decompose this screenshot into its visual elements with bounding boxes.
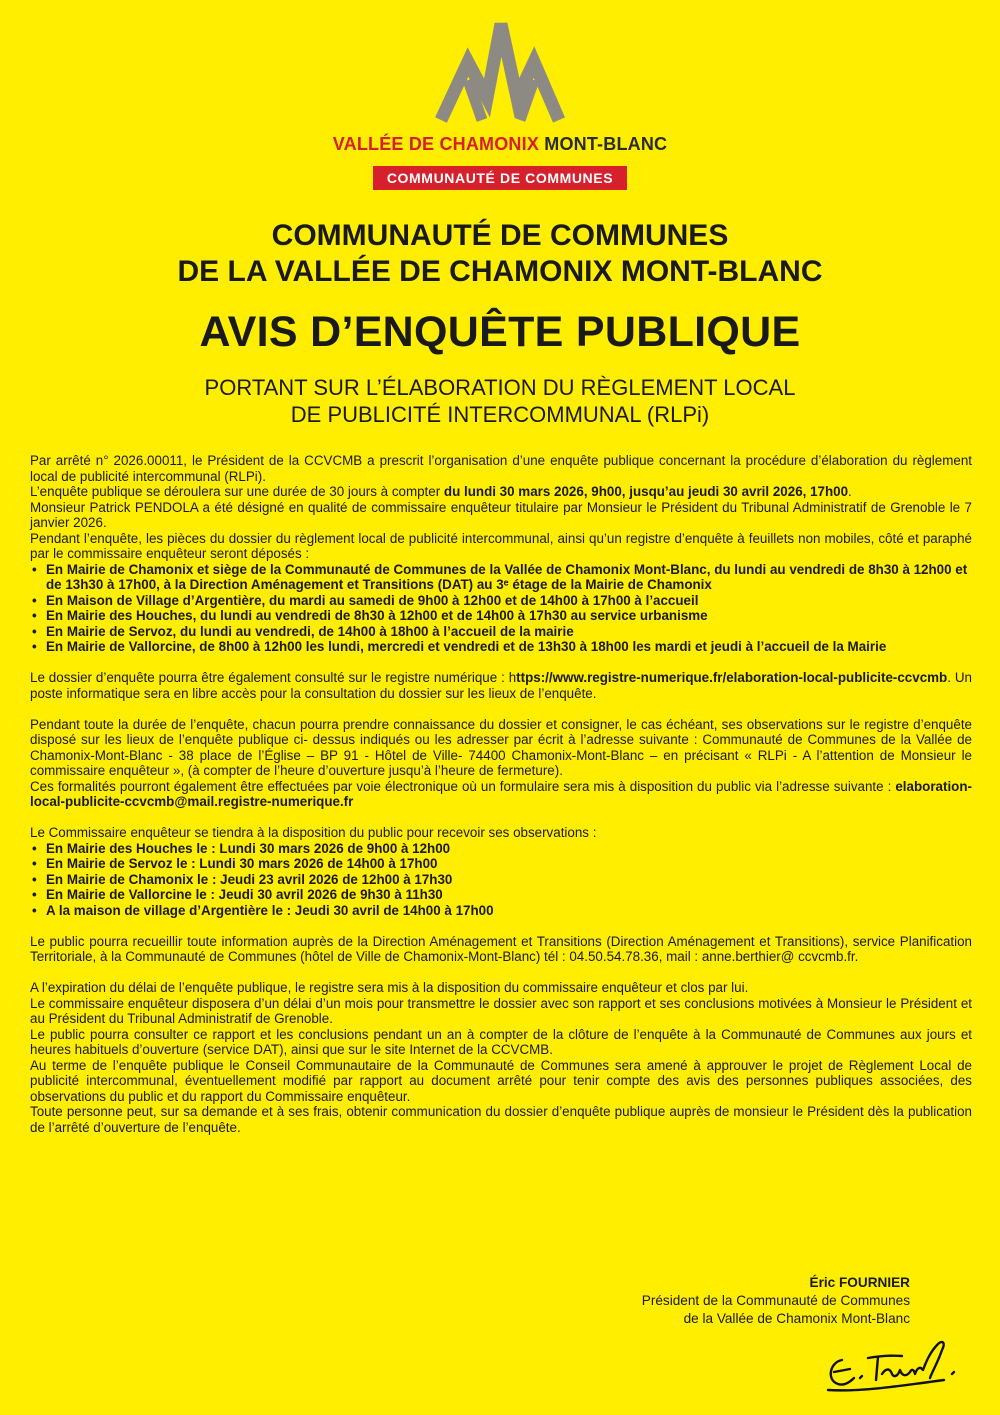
list-item: • En Mairie de Chamonix le : Jeudi 23 avril 2026 de 12h00 à 17h30 <box>30 872 972 888</box>
duration-dates: du lundi 30 mars 2026, 9h00, jusqu’au jeudi 30 avril 2026, 17h00 <box>443 484 849 499</box>
paragraph-electronic <box>30 779 972 810</box>
duration-text: L’enquête publique se déroulera sur une durée de 30 jours à compter <box>30 484 444 499</box>
paragraph-commissioner: Monsieur Patrick PENDOLA a été désigné en qualité de commissaire enquêteur titulaire par Monsieur le Président du Tribunal Administratif de Grenoble le 7 janvier 2026. <box>30 499 972 530</box>
notice-body <box>30 453 972 1135</box>
permanences-list <box>30 841 972 919</box>
paragraph-duration <box>30 484 972 500</box>
brand-part-1: VALLÉE DE CHAMONIX <box>332 134 540 154</box>
handwritten-signature-icon <box>820 1322 970 1402</box>
paragraph-arrete: Par arrêté n° 2026.00011, le Président de la CCVCMB a prescrit l’organisation d’une enquête publique concernant la procédure d’élaboration du règlement local de publicité intercommunal (RLPi). <box>30 453 972 484</box>
subtitle-line-2: DE PUBLICITÉ INTERCOMMUNAL (RLPi) <box>290 402 710 427</box>
signatory-name: Éric FOURNIER <box>809 1275 910 1290</box>
list-item: • En Mairie de Vallorcine le : Jeudi 30 avril 2026 de 9h30 à 11h30 <box>30 887 972 903</box>
paragraph-report: Le commissaire enquêteur disposera d’un délai d’un mois pour transmettre le dossier avec son rapport et ses conclusions motivées à Monsieur le Président et au Président du Tribunal Administratif de Grenoble. <box>30 995 972 1026</box>
community-badge: COMMUNAUTÉ DE COMMUNES <box>373 166 627 190</box>
paragraph-permanences: Le Commissaire enquêteur se tiendra à la disposition du public pour recevoir ses observations : <box>30 825 597 840</box>
paragraph-consultation: Le public pourra consulter ce rapport et les conclusions pendant un an à compter de la clôture de l’enquête à la Communauté de Communes aux jours et heures habituels d’ouverture (service DAT), ainsi que sur le site Internet de la CCVCMB. <box>30 1026 972 1057</box>
electronic-text: Ces formalités pourront également être effectuées par voie électronique où un formulaire sera mis à disposition du public via l’adresse suivante : <box>30 778 896 794</box>
list-item: • En Mairie des Houches le : Lundi 30 mars 2026 de 9h00 à 12h00 <box>30 841 972 857</box>
badge-wrap <box>0 166 1000 190</box>
brand-part-2: MONT-BLANC <box>544 134 668 154</box>
duration-end: . <box>848 484 852 499</box>
paragraph-approval: Au terme de l’enquête publique le Conseil Communautaire de la Communauté de Communes sera amené à approuver le projet de Règlement Local de publicité intercommunal, éventuellement modifié par rapport au document arrêté pour tenir compte des avis des personnes publiques associées, des observations du public et du rapport du Commissaire enquêteur. <box>30 1057 972 1104</box>
list-item: • En Mairie de Servoz, du lundi au vendredi, de 14h00 à 18h00 à l’accueil de la mairie <box>30 624 972 640</box>
list-item: • En Mairie de Vallorcine, de 8h00 à 12h00 les lundi, mercredi et vendredi et de 13h30 à 18h00 les mardi et jeudi à l’accueil de la Mairie <box>30 639 972 655</box>
register-link[interactable]: ttps://www.registre-numerique.fr/elaboration-local-publicite-ccvcmb <box>516 670 948 685</box>
paragraph-expiration: A l’expiration du délai de l’enquête publique, le registre sera mis à la disposition du commissaire enquêteur et clos par lui. <box>30 980 749 995</box>
signatory-role-line-1: Président de la Communauté de Communes <box>641 1293 910 1308</box>
list-item: • En Mairie de Chamonix et siège de la Communauté de Communes de la Vallée de Chamonix Mont-Blanc, du lundi au vendredi de 8h30 à 12h00 et de 13h30 à 17h00, à la Direction Aménagement et Transitions (DAT) au 3ᵉ étage de la Mairie de Chamonix <box>30 562 972 593</box>
paragraph-online-register <box>30 670 972 701</box>
signatory-role-line-2: de la Vallée de Chamonix Mont-Blanc <box>683 1311 910 1326</box>
paragraph-observations: Pendant toute la durée de l’enquête, chacun pourra prendre connaissance du dossier et consigner, le cas échéant, ses observations sur le registre d’enquête disposé sur les lieux de l’enquête publique ci- dessus indiqués ou les adresser par écrit à l’adresse suivante : Communauté de Communes de la Vallée de Chamonix-Mont-Blanc - 38 place de l’Église – BP 91 - Hôtel de Ville- 74400 Chamonix-Mont-Blanc – en précisant « RLPi - A l’attention de Monsieur le commissaire enquêteur », (à compter de l’heure d’ouverture jusqu’à l’heure de fermeture). <box>30 716 972 778</box>
list-item: • En Maison de Village d’Argentière, du mardi au samedi de 9h00 à 12h00 et de 14h00 à 17h00 à l’accueil <box>30 593 972 609</box>
brand-name <box>0 134 1000 155</box>
paragraph-communication: Toute personne peut, sur sa demande et à ses frais, obtenir communication du dossier d’enquête publique auprès de monsieur le Président dès la publication de l’arrêté d’ouverture de l’enquête. <box>30 1104 972 1135</box>
subtitle-line-1: PORTANT SUR L’ÉLABORATION DU RÈGLEMENT LOCAL <box>204 375 796 400</box>
list-item: • En Mairie de Servoz le : Lundi 30 mars 2026 de 14h00 à 17h00 <box>30 856 972 872</box>
subtitle <box>0 374 1000 428</box>
signature-block <box>642 1274 910 1328</box>
register-text: Le dossier d’enquête pourra être également consulté sur le registre numérique : h <box>30 670 517 685</box>
main-title: AVIS D’ENQUÊTE PUBLIQUE <box>199 308 801 356</box>
list-item: • En Mairie des Houches, du lundi au vendredi de 8h30 à 12h00 et de 14h00 à 17h30 au service urbanisme <box>30 608 972 624</box>
register-end: . Un poste informatique sera en libre accès pour la consultation du dossier sur les lieux de l’enquête. <box>30 670 972 701</box>
org-title-line-1: COMMUNAUTÉ DE COMMUNES <box>271 219 729 252</box>
list-item: • A la maison de village d’Argentière le : Jeudi 30 avril de 14h00 à 17h00 <box>30 903 972 919</box>
mountain-peaks-icon <box>435 20 565 128</box>
locations-list <box>30 562 972 655</box>
register-email-link[interactable]: elaboration-local-publicite-ccvcmb@mail.registre-numerique.fr <box>30 778 972 809</box>
org-title-line-2: DE LA VALLÉE DE CHAMONIX MONT-BLANC <box>177 255 823 288</box>
paragraph-documents: Pendant l’enquête, les pièces du dossier du règlement local de publicité intercommunal, ainsi qu’un registre d’enquête à feuillets non mobiles, côté et paraphé par le commissaire enquêteur seront déposés : <box>30 530 972 561</box>
paragraph-information: Le public pourra recueillir toute information auprès de la Direction Aménagement et Transitions (Direction Aménagement et Transitions), service Planification Territoriale, à la Communauté de Communes (hôtel de Ville de Chamonix-Mont-Blanc) tél : 04.50.54.78.36, mail : anne.berthier@ ccvcmb.fr. <box>30 933 972 964</box>
org-title <box>0 218 1000 290</box>
